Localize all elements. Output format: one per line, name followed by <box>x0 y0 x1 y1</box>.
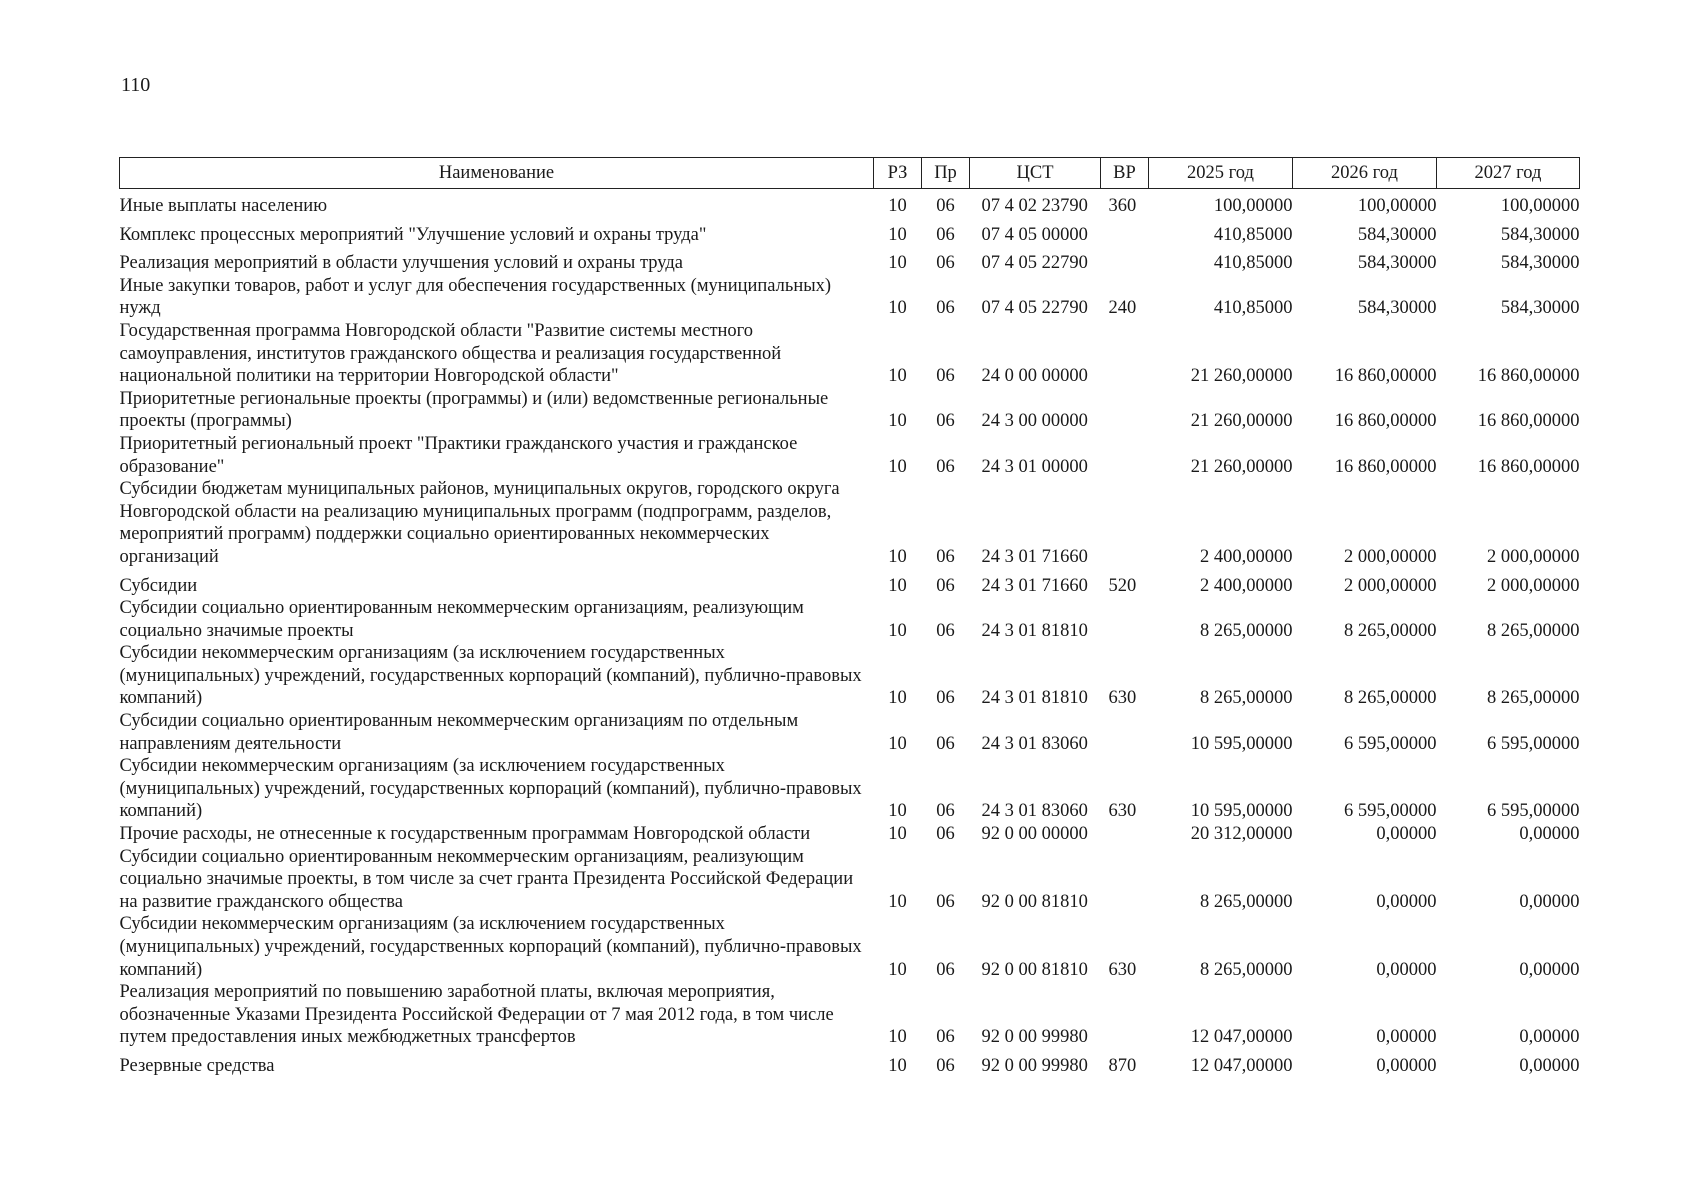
cell-pr: 06 <box>936 891 955 912</box>
table-row <box>120 478 1580 568</box>
header-name: Наименование <box>120 158 874 189</box>
cell-2026: 2 000,00000 <box>1344 575 1437 596</box>
cell-vr <box>1101 597 1149 642</box>
table-row <box>120 642 1580 710</box>
cell-rz: 10 <box>888 1055 907 1076</box>
cell-pr: 06 <box>936 546 955 567</box>
table-row <box>120 1049 1580 1078</box>
cell-2025: 12 047,00000 <box>1190 1027 1293 1048</box>
header-rz: РЗ <box>874 158 922 189</box>
cell-cst: 92 0 00 99980 <box>981 1027 1088 1048</box>
cell-2026: 100,00000 <box>1357 196 1437 216</box>
cell-name: Комплекс процессных мероприятий "Улучшение условий и охраны труда" <box>119 224 707 245</box>
cell-pr: 06 <box>936 733 955 754</box>
cell-vr: 240 <box>1108 298 1137 319</box>
header-pr: Пр <box>922 158 970 189</box>
cell-vr <box>1101 246 1149 275</box>
cell-rz: 10 <box>888 196 907 216</box>
cell-cst: 24 3 01 71660 <box>981 575 1088 596</box>
cell-2026: 0,00000 <box>1376 959 1437 980</box>
cell-pr: 06 <box>936 575 955 596</box>
cell-2027: 0,00000 <box>1519 824 1580 845</box>
cell-2026: 0,00000 <box>1376 824 1437 845</box>
cell-rz: 10 <box>888 253 907 274</box>
cell-2027: 16 860,00000 <box>1477 456 1580 477</box>
cell-name: Субсидии некоммерческим организациям (за исключением государственных (муниципальных) учреждений, государственных корпораций (компаний), публично-правовых компаний) <box>119 643 862 709</box>
cell-vr <box>1101 433 1149 478</box>
cell-2027: 6 595,00000 <box>1487 733 1580 754</box>
cell-2025: 21 260,00000 <box>1190 366 1293 387</box>
table-row <box>120 218 1580 247</box>
table-row <box>120 246 1580 275</box>
cell-rz: 10 <box>888 620 907 641</box>
table-row <box>120 823 1580 846</box>
cell-cst: 24 3 01 83060 <box>981 801 1088 822</box>
cell-pr: 06 <box>936 1055 955 1076</box>
cell-rz: 10 <box>888 456 907 477</box>
table-row <box>120 433 1580 478</box>
cell-name: Государственная программа Новгородской области "Развитие системы местного самоуправления, институтов гражданского общества и реализация государственной национальной политики на территории Новгородской области" <box>119 320 782 387</box>
budget-table <box>119 157 1580 1078</box>
cell-name: Субсидии <box>119 575 198 596</box>
cell-2025: 2 400,00000 <box>1200 575 1293 596</box>
cell-2026: 0,00000 <box>1376 1027 1437 1048</box>
cell-2027: 584,30000 <box>1500 298 1580 319</box>
cell-cst: 07 4 05 22790 <box>981 253 1088 274</box>
cell-2026: 584,30000 <box>1357 224 1437 245</box>
table-row <box>120 981 1580 1049</box>
cell-2025: 410,85000 <box>1213 224 1293 245</box>
cell-pr: 06 <box>936 959 955 980</box>
cell-2027: 0,00000 <box>1519 1027 1580 1048</box>
table-row <box>120 388 1580 433</box>
cell-vr <box>1101 846 1149 914</box>
cell-2025: 410,85000 <box>1213 253 1293 274</box>
table-row <box>120 320 1580 388</box>
cell-2026: 16 860,00000 <box>1334 456 1437 477</box>
cell-2025: 410,85000 <box>1213 298 1293 319</box>
cell-2025: 100,00000 <box>1213 196 1293 216</box>
cell-name: Реализация мероприятий в области улучшения условий и охраны труда <box>119 253 683 274</box>
table-row <box>120 275 1580 320</box>
header-2026: 2026 год <box>1293 158 1437 189</box>
cell-name: Резервные средства <box>119 1055 275 1076</box>
cell-cst: 24 3 01 71660 <box>981 546 1088 567</box>
cell-rz: 10 <box>888 824 907 845</box>
cell-vr <box>1101 981 1149 1049</box>
cell-2027: 8 265,00000 <box>1487 688 1580 709</box>
cell-2027: 0,00000 <box>1519 1055 1580 1076</box>
cell-2027: 0,00000 <box>1519 891 1580 912</box>
table-row <box>120 597 1580 642</box>
cell-vr <box>1101 388 1149 433</box>
cell-2025: 10 595,00000 <box>1190 733 1293 754</box>
cell-name: Реализация мероприятий по повышению заработной платы, включая мероприятия, обозначенные Указами Президента Российской Федерации от 7 мая 2012 года, в том числе путем предоставления иных межбюджетных трансфертов <box>119 982 834 1048</box>
cell-vr: 870 <box>1108 1055 1137 1076</box>
cell-name: Прочие расходы, не отнесенные к государственным программам Новгородской области <box>119 824 811 845</box>
cell-pr: 06 <box>936 366 955 387</box>
cell-name: Субсидии бюджетам муниципальных районов, муниципальных округов, городского округа Новгородской области на реализацию муниципальных программ (подпрограмм, разделов, мероприятий программ) поддержки социально ориентированных некоммерческих организаций <box>119 479 840 567</box>
cell-cst: 92 0 00 00000 <box>981 824 1088 845</box>
cell-rz: 10 <box>888 959 907 980</box>
cell-cst: 24 3 01 00000 <box>981 456 1088 477</box>
cell-name: Субсидии некоммерческим организациям (за исключением государственных (муниципальных) учреждений, государственных корпораций (компаний), публично-правовых компаний) <box>119 756 862 822</box>
cell-pr: 06 <box>936 196 955 216</box>
table-header-row <box>120 158 1580 189</box>
cell-2027: 6 595,00000 <box>1487 801 1580 822</box>
cell-2026: 0,00000 <box>1376 891 1437 912</box>
cell-2025: 20 312,00000 <box>1190 824 1293 845</box>
cell-name: Иные закупки товаров, работ и услуг для обеспечения государственных (муниципальных) нужд <box>119 275 832 319</box>
cell-2025: 10 595,00000 <box>1190 801 1293 822</box>
cell-2027: 2 000,00000 <box>1487 546 1580 567</box>
cell-2025: 8 265,00000 <box>1200 959 1293 980</box>
cell-rz: 10 <box>888 1027 907 1048</box>
cell-rz: 10 <box>888 575 907 596</box>
page-number: 110 <box>121 74 151 96</box>
cell-name: Субсидии социально ориентированным некоммерческим организациям, реализующим социально значимые проекты, в том числе за счет гранта Президента Российской Федерации на развитие гражданского общества <box>119 846 854 912</box>
cell-cst: 07 4 02 23790 <box>981 196 1088 216</box>
cell-vr <box>1101 320 1149 388</box>
cell-2025: 8 265,00000 <box>1200 620 1293 641</box>
cell-2026: 16 860,00000 <box>1334 366 1437 387</box>
table-row <box>120 710 1580 755</box>
cell-vr: 630 <box>1108 959 1137 980</box>
cell-name: Субсидии социально ориентированным некоммерческим организациям, реализующим социально значимые проекты <box>119 598 804 641</box>
cell-cst: 92 0 00 81810 <box>981 959 1088 980</box>
cell-pr: 06 <box>936 253 955 274</box>
cell-cst: 24 0 00 00000 <box>981 366 1088 387</box>
cell-cst: 24 3 01 83060 <box>981 733 1088 754</box>
cell-pr: 06 <box>936 298 955 319</box>
cell-2027: 2 000,00000 <box>1487 575 1580 596</box>
cell-2025: 21 260,00000 <box>1190 411 1293 432</box>
cell-2027: 584,30000 <box>1500 253 1580 274</box>
cell-pr: 06 <box>936 824 955 845</box>
cell-vr: 520 <box>1108 575 1137 596</box>
cell-rz: 10 <box>888 688 907 709</box>
cell-name: Субсидии некоммерческим организациям (за исключением государственных (муниципальных) учреждений, государственных корпораций (компаний), публично-правовых компаний) <box>119 914 862 980</box>
cell-vr <box>1101 710 1149 755</box>
cell-vr <box>1101 478 1149 568</box>
cell-2025: 8 265,00000 <box>1200 688 1293 709</box>
cell-cst: 24 3 00 00000 <box>981 411 1088 432</box>
cell-2025: 8 265,00000 <box>1200 891 1293 912</box>
cell-2025: 21 260,00000 <box>1190 456 1293 477</box>
header-cst: ЦСТ <box>970 158 1101 189</box>
cell-cst: 07 4 05 00000 <box>981 224 1088 245</box>
cell-2025: 2 400,00000 <box>1200 546 1293 567</box>
cell-name: Приоритетные региональные проекты (программы) и (или) ведомственные региональные проекты (программы) <box>119 388 829 432</box>
cell-2027: 16 860,00000 <box>1477 411 1580 432</box>
cell-pr: 06 <box>936 224 955 245</box>
cell-2027: 0,00000 <box>1519 959 1580 980</box>
cell-cst: 07 4 05 22790 <box>981 298 1088 319</box>
cell-2026: 584,30000 <box>1357 298 1437 319</box>
cell-cst: 24 3 01 81810 <box>981 620 1088 641</box>
cell-pr: 06 <box>936 801 955 822</box>
cell-name: Приоритетный региональный проект "Практики гражданского участия и гражданское образование" <box>119 433 798 477</box>
cell-name: Иные выплаты населению <box>119 196 328 216</box>
table-row <box>120 189 1580 218</box>
cell-vr: 630 <box>1108 801 1137 822</box>
cell-2026: 584,30000 <box>1357 253 1437 274</box>
cell-vr <box>1101 823 1149 846</box>
table-row <box>120 569 1580 598</box>
cell-2026: 16 860,00000 <box>1334 411 1437 432</box>
cell-pr: 06 <box>936 688 955 709</box>
cell-cst: 24 3 01 81810 <box>981 688 1088 709</box>
cell-rz: 10 <box>888 411 907 432</box>
cell-vr <box>1101 218 1149 247</box>
cell-2027: 8 265,00000 <box>1487 620 1580 641</box>
cell-pr: 06 <box>936 411 955 432</box>
cell-rz: 10 <box>888 298 907 319</box>
table-row <box>120 913 1580 981</box>
cell-2027: 16 860,00000 <box>1477 366 1580 387</box>
cell-rz: 10 <box>888 733 907 754</box>
cell-vr: 360 <box>1108 196 1137 216</box>
cell-rz: 10 <box>888 366 907 387</box>
cell-2026: 8 265,00000 <box>1344 688 1437 709</box>
cell-2026: 6 595,00000 <box>1344 801 1437 822</box>
table-row <box>120 755 1580 823</box>
cell-rz: 10 <box>888 891 907 912</box>
cell-2026: 0,00000 <box>1376 1055 1437 1076</box>
cell-2026: 6 595,00000 <box>1344 733 1437 754</box>
cell-pr: 06 <box>936 456 955 477</box>
header-vr: ВР <box>1101 158 1149 189</box>
cell-cst: 92 0 00 99980 <box>981 1055 1088 1076</box>
cell-2026: 2 000,00000 <box>1344 546 1437 567</box>
cell-2027: 584,30000 <box>1500 224 1580 245</box>
cell-pr: 06 <box>936 1027 955 1048</box>
cell-rz: 10 <box>888 801 907 822</box>
cell-rz: 10 <box>888 546 907 567</box>
cell-cst: 92 0 00 81810 <box>981 891 1088 912</box>
cell-2026: 8 265,00000 <box>1344 620 1437 641</box>
header-2025: 2025 год <box>1149 158 1293 189</box>
cell-rz: 10 <box>888 224 907 245</box>
cell-name: Субсидии социально ориентированным некоммерческим организациям по отдельным направлениям деятельности <box>119 711 799 754</box>
cell-pr: 06 <box>936 620 955 641</box>
cell-2027: 100,00000 <box>1500 196 1580 216</box>
header-2027: 2027 год <box>1437 158 1580 189</box>
cell-2025: 12 047,00000 <box>1190 1055 1293 1076</box>
cell-vr: 630 <box>1108 688 1137 709</box>
table-row <box>120 846 1580 914</box>
